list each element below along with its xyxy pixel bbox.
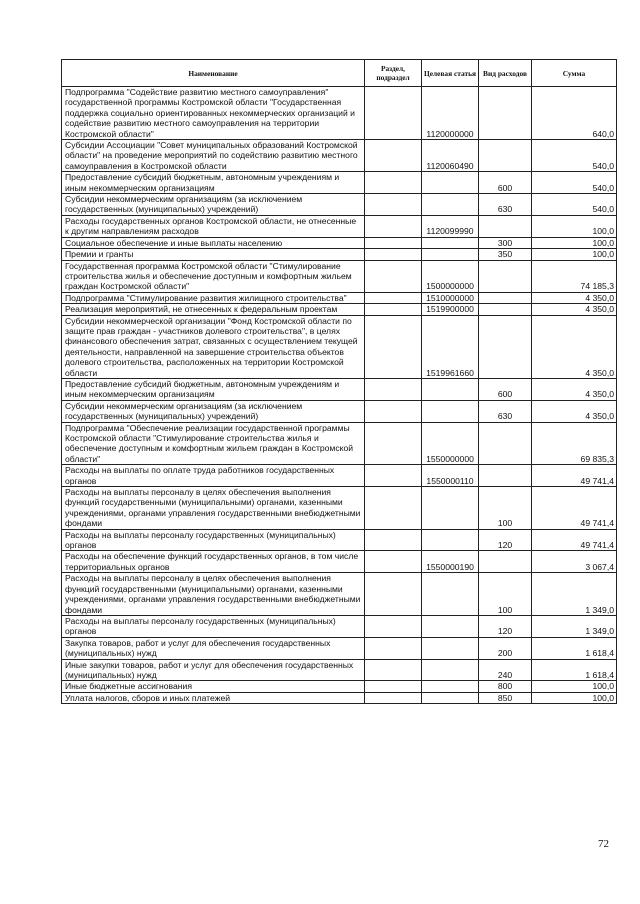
cell-sum: 1 618,4: [532, 637, 617, 659]
cell-section: [365, 529, 422, 551]
cell-section: [365, 172, 422, 194]
cell-sum: 49 741,4: [532, 465, 617, 487]
table-row: [62, 215, 617, 237]
cell-sum: 4 350,0: [532, 378, 617, 400]
cell-target-article: [422, 249, 479, 260]
cell-expense-type: [479, 260, 532, 292]
cell-name: Премии и гранты: [62, 249, 365, 260]
budget-table: [61, 59, 617, 704]
cell-name: Расходы на обеспечение функций государственных органов, в том числе территориальных органов: [62, 551, 365, 573]
cell-sum: 49 741,4: [532, 487, 617, 530]
cell-name: Расходы на выплаты персоналу государственных (муниципальных) органов: [62, 615, 365, 637]
cell-sum: 100,0: [532, 692, 617, 703]
cell-expense-type: 630: [479, 400, 532, 422]
table-row: [62, 249, 617, 260]
cell-name: Расходы на выплаты персоналу в целях обеспечения выполнения функций государственными (муниципальными) органами, казенными учреждениями, органами управления государственными внебюджетными фондами: [62, 487, 365, 530]
cell-sum: 100,0: [532, 681, 617, 692]
cell-sum: 4 350,0: [532, 315, 617, 378]
cell-expense-type: [479, 87, 532, 140]
cell-sum: 100,0: [532, 249, 617, 260]
table-row: [62, 529, 617, 551]
cell-name: Расходы на выплаты персоналу государственных (муниципальных) органов: [62, 529, 365, 551]
cell-section: [365, 692, 422, 703]
cell-sum: 540,0: [532, 140, 617, 172]
table-row: [62, 692, 617, 703]
cell-target-article: [422, 378, 479, 400]
cell-section: [365, 237, 422, 248]
table-row: [62, 615, 617, 637]
cell-expense-type: 120: [479, 529, 532, 551]
cell-name: Подпрограмма "Стимулирование развития жилищного строительства": [62, 292, 365, 303]
cell-target-article: 1120060490: [422, 140, 479, 172]
cell-section: [365, 681, 422, 692]
cell-name: Иные бюджетные ассигнования: [62, 681, 365, 692]
cell-section: [365, 659, 422, 681]
cell-target-article: 1519900000: [422, 304, 479, 315]
cell-target-article: [422, 573, 479, 616]
table-row: [62, 260, 617, 292]
table-row: [62, 400, 617, 422]
cell-expense-type: [479, 422, 532, 465]
cell-section: [365, 215, 422, 237]
cell-sum: 4 350,0: [532, 400, 617, 422]
cell-target-article: [422, 172, 479, 194]
cell-section: [365, 637, 422, 659]
cell-expense-type: [479, 292, 532, 303]
cell-name: Расходы на выплаты персоналу в целях обеспечения выполнения функций государственными (муниципальными) органами, казенными учреждениями, органами управления государственными внебюджетными фондами: [62, 573, 365, 616]
cell-section: [365, 465, 422, 487]
cell-target-article: 1120099990: [422, 215, 479, 237]
cell-expense-type: [479, 465, 532, 487]
table-row: [62, 172, 617, 194]
cell-expense-type: 630: [479, 194, 532, 216]
header-type: Вид расходов: [479, 60, 532, 87]
header-target: Целевая статья: [422, 60, 479, 87]
cell-sum: 640,0: [532, 87, 617, 140]
cell-section: [365, 315, 422, 378]
cell-expense-type: 100: [479, 573, 532, 616]
cell-section: [365, 615, 422, 637]
cell-name: Подпрограмма "Обеспечение реализации государственной программы Костромской области "Стимулирование строительства жилья и обеспечение доступным и комфортным жильем граждан в Костромской области": [62, 422, 365, 465]
table-body: [62, 87, 617, 704]
cell-name: Реализация мероприятий, не отнесенных к федеральным проектам: [62, 304, 365, 315]
cell-target-article: 1510000000: [422, 292, 479, 303]
cell-sum: 540,0: [532, 172, 617, 194]
cell-name: Расходы на выплаты по оплате труда работников государственных органов: [62, 465, 365, 487]
cell-expense-type: 850: [479, 692, 532, 703]
cell-name: Субсидии некоммерческим организациям (за исключением государственных (муниципальных) учреждений): [62, 400, 365, 422]
cell-sum: 3 067,4: [532, 551, 617, 573]
cell-section: [365, 292, 422, 303]
cell-name: Уплата налогов, сборов и иных платежей: [62, 692, 365, 703]
table-row: [62, 637, 617, 659]
cell-target-article: 1519961660: [422, 315, 479, 378]
cell-name: Иные закупки товаров, работ и услуг для обеспечения государственных (муниципальных) нужд: [62, 659, 365, 681]
cell-sum: 74 185,3: [532, 260, 617, 292]
cell-expense-type: 600: [479, 378, 532, 400]
cell-section: [365, 140, 422, 172]
cell-section: [365, 400, 422, 422]
cell-section: [365, 260, 422, 292]
cell-expense-type: 200: [479, 637, 532, 659]
table-row: [62, 378, 617, 400]
cell-expense-type: [479, 551, 532, 573]
cell-section: [365, 378, 422, 400]
table-row: [62, 487, 617, 530]
cell-target-article: [422, 487, 479, 530]
cell-expense-type: [479, 140, 532, 172]
cell-expense-type: 120: [479, 615, 532, 637]
cell-section: [365, 573, 422, 616]
table-row: [62, 422, 617, 465]
cell-expense-type: 600: [479, 172, 532, 194]
cell-name: Субсидии некоммерческой организации "Фонд Костромской области по защите прав граждан - участников долевого строительства", в целях финансового обеспечения затрат, связанных с осуществлением текущей деятельности, направленной на завершение строительства объектов долевого строительства, расположенных на территории Костромской области: [62, 315, 365, 378]
cell-target-article: [422, 400, 479, 422]
table-row: [62, 194, 617, 216]
table-row: [62, 140, 617, 172]
cell-target-article: 1550000110: [422, 465, 479, 487]
cell-name: Предоставление субсидий бюджетным, автономным учреждениям и иным некоммерческим организациям: [62, 378, 365, 400]
table-row: [62, 304, 617, 315]
cell-sum: 100,0: [532, 215, 617, 237]
cell-sum: 69 835,3: [532, 422, 617, 465]
cell-sum: 49 741,4: [532, 529, 617, 551]
cell-section: [365, 551, 422, 573]
cell-name: Предоставление субсидий бюджетным, автономным учреждениям и иным некоммерческим организациям: [62, 172, 365, 194]
header-sum: Сумма: [532, 60, 617, 87]
cell-target-article: [422, 194, 479, 216]
cell-name: Подпрограмма "Содействие развитию местного самоуправления" государственной программы Костромской области "Государственная поддержка социально ориентированных некоммерческих организаций и содействие развитию местного самоуправления на территории Костромской области": [62, 87, 365, 140]
cell-expense-type: [479, 315, 532, 378]
table-row: [62, 292, 617, 303]
cell-expense-type: 100: [479, 487, 532, 530]
cell-target-article: [422, 615, 479, 637]
header-section: Раздел, подраздел: [365, 60, 422, 87]
table-row: [62, 659, 617, 681]
table-row: [62, 573, 617, 616]
table-row: [62, 551, 617, 573]
cell-name: Субсидии Ассоциации "Совет муниципальных образований Костромской области" на проведение мероприятий по содействию развитию местного самоуправления в Костромской области: [62, 140, 365, 172]
cell-section: [365, 422, 422, 465]
table-header-row: [62, 60, 617, 87]
cell-sum: 100,0: [532, 237, 617, 248]
cell-sum: 1 349,0: [532, 573, 617, 616]
cell-expense-type: 240: [479, 659, 532, 681]
cell-expense-type: 300: [479, 237, 532, 248]
cell-section: [365, 194, 422, 216]
cell-name: Закупка товаров, работ и услуг для обеспечения государственных (муниципальных) нужд: [62, 637, 365, 659]
cell-target-article: [422, 681, 479, 692]
cell-section: [365, 87, 422, 140]
cell-expense-type: 800: [479, 681, 532, 692]
cell-target-article: [422, 692, 479, 703]
table-row: [62, 465, 617, 487]
cell-name: Субсидии некоммерческим организациям (за исключением государственных (муниципальных) учреждений): [62, 194, 365, 216]
table-row: [62, 237, 617, 248]
page-number: 72: [598, 838, 609, 850]
cell-target-article: 1550000190: [422, 551, 479, 573]
cell-sum: 540,0: [532, 194, 617, 216]
table-row: [62, 87, 617, 140]
cell-expense-type: 350: [479, 249, 532, 260]
cell-expense-type: [479, 304, 532, 315]
cell-section: [365, 249, 422, 260]
cell-target-article: [422, 659, 479, 681]
cell-sum: 1 349,0: [532, 615, 617, 637]
cell-section: [365, 487, 422, 530]
cell-name: Социальное обеспечение и иные выплаты населению: [62, 237, 365, 248]
table-row: [62, 681, 617, 692]
cell-target-article: 1550000000: [422, 422, 479, 465]
table-row: [62, 315, 617, 378]
cell-section: [365, 304, 422, 315]
cell-target-article: [422, 237, 479, 248]
budget-table-sheet: [61, 59, 616, 704]
cell-target-article: [422, 529, 479, 551]
cell-sum: 4 350,0: [532, 304, 617, 315]
cell-name: Расходы государственных органов Костромской области, не отнесенные к другим направлениям расходов: [62, 215, 365, 237]
cell-name: Государственная программа Костромской области "Стимулирование строительства жилья и обеспечение доступным и комфортным жильем граждан Костромской области": [62, 260, 365, 292]
cell-sum: 4 350,0: [532, 292, 617, 303]
cell-sum: 1 618,4: [532, 659, 617, 681]
cell-expense-type: [479, 215, 532, 237]
cell-target-article: 1120000000: [422, 87, 479, 140]
cell-target-article: [422, 637, 479, 659]
cell-target-article: 1500000000: [422, 260, 479, 292]
header-name: Наименование: [62, 60, 365, 87]
